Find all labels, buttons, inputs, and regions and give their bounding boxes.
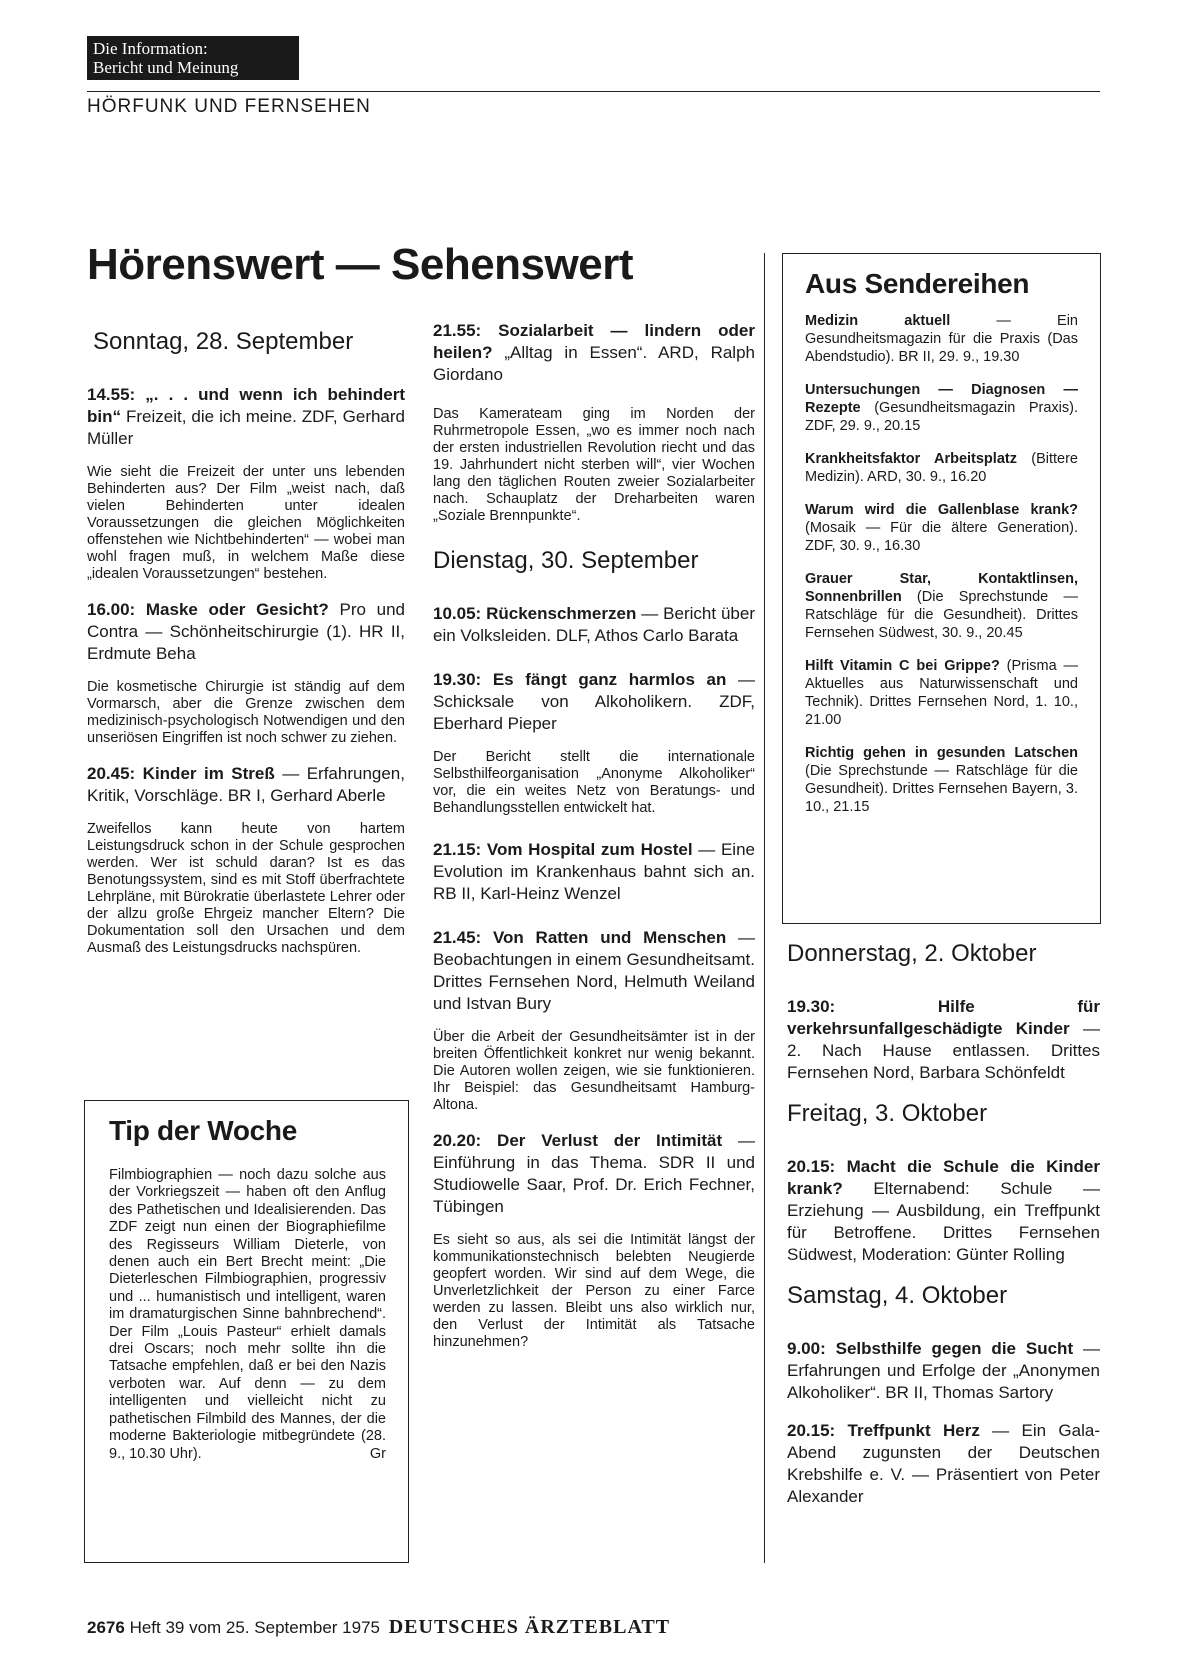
program-title: 16.00: Maske oder Gesicht? [87,600,329,619]
program-title: 19.30: Hilfe für verkehrsunfallgeschädigte Kinder [787,997,1100,1038]
series-item-title: Hilft Vitamin C bei Grippe? [805,658,1000,674]
series-item-details: (Bittere Medizin). ARD, 30. 9., 16.20 [805,451,1078,485]
program-description: Das Kamerateam ging im Norden der Ruhrmetropole Essen, „wo es immer noch nach der ersten industriellen Revolution riecht und das 19. Jahrhundert nicht sterben will“, vier Wochen lang den täglichen Routen zweier Sozialarbeiter nach. Schauplatz der Dreharbeiten waren „Soziale Brennpunkte“. [433,406,755,524]
program-title: 20.45: Kinder im Streß [87,764,275,783]
series-item-details: — Ein Gesundheitsmagazin für die Praxis (Das Abendstudio). BR II, 29. 9., 19.30 [805,313,1078,365]
series-item-details: (Mosaik — Für die ältere Generation). ZDF, 30. 9., 16.30 [805,520,1078,554]
program-entry [87,384,405,450]
series-item-details: (Die Sprechstunde — Ratschläge für die Gesundheit). Drittes Fernsehen Südwest, 30. 9., 20.45 [805,589,1078,641]
program-details: — Schicksale von Alkoholikern. ZDF, Eberhard Pieper [433,670,755,733]
program-details: Freizeit, die ich meine. ZDF, Gerhard Müller [87,407,405,448]
badge-line-1: Die Information: [93,39,208,58]
series-item-title: Grauer Star, Kontaktlinsen, Sonnenbrillen [805,571,1078,605]
program-details: Elternabend: Schule — Erziehung — Ausbildung, ein Treffpunkt für Betroffene. Drittes Fernsehen Südwest, Moderation: Günter Rolling [787,1179,1100,1264]
program-entry [433,1130,755,1218]
program-description: Es sieht so aus, als sei die Intimität längst der kommunikationstechnisch belebten Neugierde geopfert worden. Wir sind auf dem Wege, die Unverletzlichkeit der Person zu einer Farce werden zu lassen. Bleibt uns also wirklich nur, den Verlust der Intimität als Tatsache hinzunehmen? [433,1232,755,1350]
column-right [787,940,1100,1508]
program-details: — Beobachtungen in einem Gesundheitsamt. Drittes Fernsehen Nord, Helmuth Weiland und Istvan Bury [433,928,755,1013]
program-entry [787,1338,1100,1404]
program-entry [87,599,405,665]
program-title: 10.05: Rückenschmerzen [433,604,637,623]
program-details: — Bericht über ein Volksleiden. DLF, Athos Carlo Barata [433,604,755,645]
series-item [805,381,1078,435]
series-item-details: (Prisma — Aktuelles aus Naturwissenschaft und Technik). Drittes Fernsehen Nord, 1. 10., 21.00 [805,658,1079,728]
page-footer [87,1616,670,1639]
program-title: 20.20: Der Verlust der Intimität [433,1131,723,1150]
series-item-title: Warum wird die Gallenblase krank? [805,502,1078,518]
program-details: „Alltag in Essen“. ARD, Ralph Giordano [433,343,755,384]
series-item-title: Richtig gehen in gesunden Latschen [805,745,1078,761]
program-title: 21.45: Von Ratten und Menschen [433,928,727,947]
series-item [805,570,1078,642]
program-description: Wie sieht die Freizeit der unter uns lebenden Behinderten aus? Der Film „weist nach, daß vielen Behinderten unter idealen Voraussetzungen die gleichen Möglichkeiten offenstehen wie Nichtbehinderten“ — wobei man wohl fragen muß, in welchem Maße diese „idealen Voraussetzungen“ bestehen. [87,464,405,582]
program-title: 21.55: Sozialarbeit — lindern oder heilen? [433,321,755,362]
journal-name: DEUTSCHES ÄRZTEBLATT [388,1616,671,1638]
program-description: Über die Arbeit der Gesundheitsämter ist in der breiten Öffentlichkeit konkret nur wenig bekannt. Die Autoren wollen zeigen, wie sie funktionieren. Ihr Beispiel: das Gesundheitsamt Hamburg-Altona. [433,1029,755,1113]
tip-text [109,1167,386,1463]
series-item-title: Krankheitsfaktor Arbeitsplatz [805,451,1017,467]
day-heading: Sonntag, 28. September [93,328,354,355]
program-details: Pro und Contra — Schönheitschirurgie (1). HR II, Erdmute Beha [87,600,405,663]
program-title: 19.30: Es fängt ganz harmlos an [433,670,727,689]
program-title: 20.15: Macht die Schule die Kinder krank? [787,1157,1100,1198]
series-item [805,657,1078,729]
publication-badge [87,36,299,80]
program-title: 14.55: „. . . und wenn ich behindert bin“ [87,385,405,426]
program-description: Zweifellos kann heute von hartem Leistungsdruck schon in der Schule gesprochen werden. Wer ist schuld daran? Ist es das Benotungssystem, sind es mit Stoff überfrachtete Lehrpläne, mit Bürokratie überlastete Lehrer oder der allzu große Ehrgeiz mancher Eltern? Die Dokumentation soll den Ursachen und dem Ausmaß des Leistungsdrucks nachspüren. [87,821,405,956]
program-entry [433,839,755,905]
series-item-title: Medizin aktuell [805,313,951,329]
day-heading: Donnerstag, 2. Oktober [787,940,1037,967]
series-item [805,501,1078,555]
program-title: 21.15: Vom Hospital zum Hostel [433,840,693,859]
series-item-details: (Gesundheitsmagazin Praxis). ZDF, 29. 9., 20.15 [805,400,1078,434]
badge-line-2: Bericht und Meinung [93,58,239,77]
program-description: Der Bericht stellt die internationale Selbsthilfeorganisation „Anonyme Alkoholiker“ vor, die ein weites Netz von Beratungs- und Behandlungsstellen entwickelt hat. [433,749,755,816]
series-box [782,253,1101,924]
column-sunday [87,328,405,957]
header-rule [87,91,1100,92]
series-item [805,450,1078,486]
series-item [805,312,1078,366]
program-entry [433,603,755,647]
program-details: — Erfahrungen, Kritik, Vorschläge. BR I, Gerhard Aberle [87,764,405,805]
program-details: — Eine Evolution im Krankenhaus bahnt sich an. RB II, Karl-Heinz Wenzel [433,840,755,903]
program-entry [787,1156,1100,1266]
issue-info: Heft 39 vom 25. September 1975 [129,1618,380,1637]
page-title: Hörenswert — Sehenswert [87,240,633,289]
program-title: 9.00: Selbsthilfe gegen die Sucht [787,1339,1074,1358]
program-entry [433,669,755,735]
column-middle [433,320,755,1351]
section-label: HÖRFUNK UND FERNSEHEN [87,96,371,117]
program-description: Die kosmetische Chirurgie ist ständig auf dem Vormarsch, aber die Grenze zwischen dem medizinisch-psychologisch Notwendigen und den unseriösen Eingriffen ist noch schwer zu ziehen. [87,679,405,746]
program-entry [787,996,1100,1084]
program-entry [433,320,755,386]
column-divider [764,253,765,1563]
program-details: — 2. Nach Hause entlassen. Drittes Fernsehen Nord, Barbara Schönfeldt [787,1019,1100,1082]
page-number: 2676 [87,1618,125,1637]
tip-body: Filmbiographien — noch dazu solche aus der Vorkriegszeit — haben oft den Anflug des Pathetischen und Idealisierenden. Das ZDF zeigt nun einen der Biographiefilme des Regisseurs William Dieterle, von denen auch ein Bert Brecht meint: „Die Dieterleschen Filmbiographien, progressiv und ... humanistisch und intelligent, waren im dramaturgischen Sinne bahnbrechend“. Der Film „Louis Pasteur“ erhielt damals drei Oscars; noch mehr sollte ihn die Tatsache empfehlen, daß er bei den Nazis verboten war. Auf denn — zu dem intelligenten und vielleicht nicht zu pathetischen Filmbild des Mannes, der die moderne Bakteriologie mitbegründete (28. 9., 10.30 Uhr). [109,1167,386,1462]
author-signature: Gr [369,1445,386,1462]
series-item-details: (Die Sprechstunde — Ratschläge für die Gesundheit). Drittes Fernsehen Bayern, 3. 10., 21.15 [805,763,1078,815]
day-heading: Dienstag, 30. September [433,547,699,574]
program-entry [787,1420,1100,1508]
series-title: Aus Sendereihen [805,268,1030,299]
series-item [805,744,1078,816]
program-details: — Ein Gala-Abend zugunsten der Deutschen Krebshilfe e. V. — Präsentiert von Peter Alexander [787,1421,1101,1506]
tip-of-the-week-box [84,1100,409,1563]
tip-title: Tip der Woche [109,1115,297,1146]
day-heading: Freitag, 3. Oktober [787,1100,988,1127]
program-entry [87,763,405,807]
series-item-title: Untersuchungen — Diagnosen — Rezepte [805,382,1078,416]
program-title: 20.15: Treffpunkt Herz [787,1421,980,1440]
program-details: — Erfahrungen und Erfolge der „Anonymen Alkoholiker“. BR II, Thomas Sartory [787,1339,1100,1402]
day-heading: Samstag, 4. Oktober [787,1282,1008,1309]
program-details: — Einführung in das Thema. SDR II und Studiowelle Saar, Prof. Dr. Erich Fechner, Tübingen [433,1131,755,1216]
program-entry [433,927,755,1015]
